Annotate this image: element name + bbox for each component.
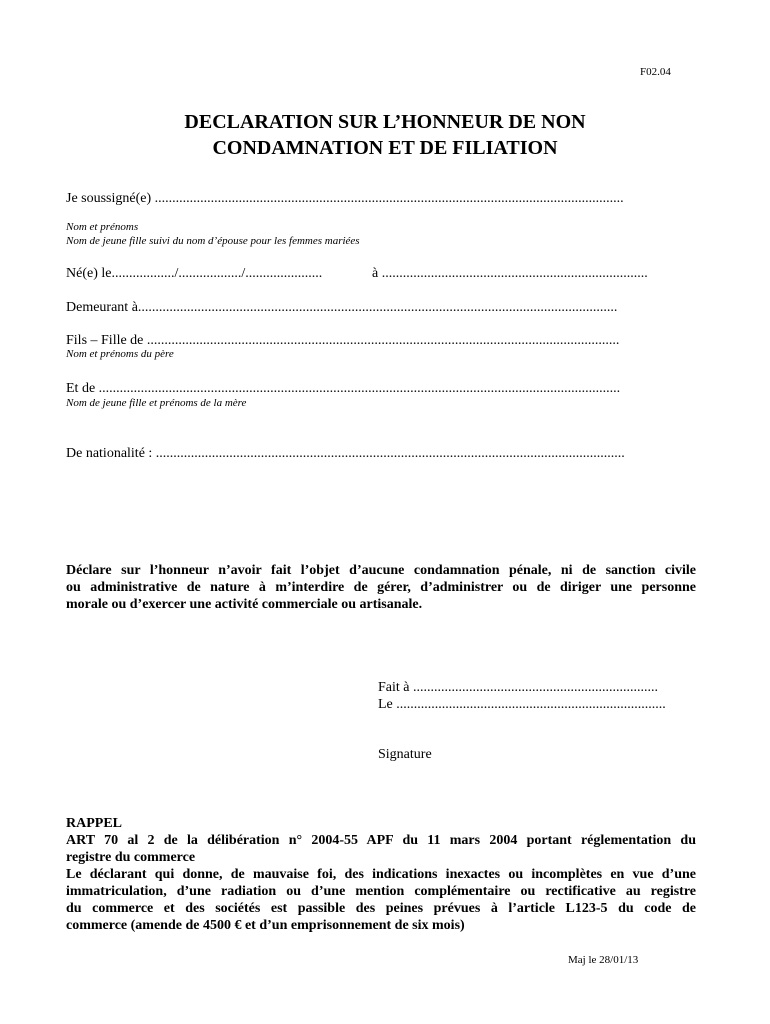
declaration-paragraph <box>66 562 696 613</box>
mother-field[interactable]: Et de ..................................................................................................................................................... <box>66 381 621 396</box>
declaration-line-2: ou administrative de nature à m’interdire de gérer, d’administrer ou de diriger une personne <box>66 580 696 595</box>
soussigne-field[interactable]: Je soussigné(e) ...................................................................................................................................... <box>66 191 624 206</box>
fait-a-field[interactable]: Fait à ...................................................................... <box>378 680 658 695</box>
date-field[interactable]: Le ............................................................................. <box>378 697 666 712</box>
rappel-line-2: registre du commerce <box>66 850 196 865</box>
mother-hint: Nom de jeune fille et prénoms de la mère <box>66 397 247 409</box>
page-title <box>0 109 770 161</box>
address-field[interactable]: Demeurant à......................................................................................................................................... <box>66 300 618 315</box>
declaration-line-3: morale ou d’exercer une activité commerciale ou artisanale. <box>66 597 423 612</box>
rappel-heading: RAPPEL <box>66 816 122 831</box>
soussigne-hint-maiden: Nom de jeune fille suivi du nom d’épouse pour les femmes mariées <box>66 235 360 247</box>
signature-label: Signature <box>378 747 432 762</box>
declaration-line-1: Déclare sur l’honneur n’avoir fait l’objet d’aucune condamnation pénale, ni de sanction civile <box>66 563 696 578</box>
nationality-field[interactable]: De nationalité : ...................................................................................................................................... <box>66 446 625 461</box>
title-line-2: CONDAMNATION ET DE FILIATION <box>212 137 558 159</box>
rappel-line-4: immatriculation, d’une radiation ou d’une mention complémentaire ou rectificative au registre <box>66 884 696 899</box>
father-field[interactable]: Fils – Fille de ....................................................................................................................................... <box>66 333 620 348</box>
rappel-line-1: ART 70 al 2 de la délibération n° 2004-55 APF du 11 mars 2004 portant réglementation du <box>66 833 696 848</box>
father-hint: Nom et prénoms du père <box>66 348 174 360</box>
rappel-section <box>66 815 696 934</box>
rappel-line-3: Le déclarant qui donne, de mauvaise foi, des indications inexactes ou incomplètes en vue d’une <box>66 867 696 882</box>
update-date: Maj le 28/01/13 <box>568 954 639 966</box>
title-line-1: DECLARATION SUR L’HONNEUR DE NON <box>184 111 586 133</box>
birth-date-field[interactable]: Né(e) le................../................../...................... <box>66 266 323 281</box>
birth-place-field[interactable]: à ............................................................................ <box>372 266 648 281</box>
rappel-line-5: du commerce et des sociétés est passible des peines prévues à l’article L123-5 du code de <box>66 901 696 916</box>
soussigne-hint-name: Nom et prénoms <box>66 221 139 233</box>
rappel-line-6: commerce (amende de 4500 € et d’un emprisonnement de six mois) <box>66 918 465 933</box>
form-reference: F02.04 <box>640 66 671 78</box>
